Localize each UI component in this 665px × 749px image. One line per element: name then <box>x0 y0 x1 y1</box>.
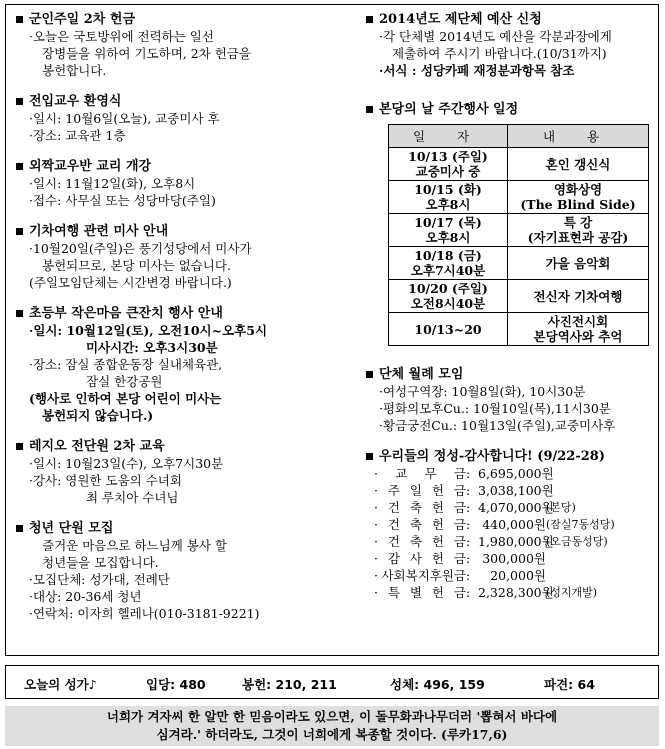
cell-line: (The Blind Side) <box>520 197 636 212</box>
section-heading: 전입교우 환영식 <box>16 93 346 110</box>
verse-line: 심겨라.' 하더라도, 그것이 너희에게 복종할 것이다. (루카17,6) <box>156 727 508 742</box>
text-line: 제출하여 주시기 바랍니다.(10/31까지) <box>392 46 607 61</box>
section-heading: 외짝교우반 교리 개강 <box>16 158 346 175</box>
notice-section <box>16 93 346 144</box>
colon: : <box>466 551 471 566</box>
donation-label: · 주 일 헌 금 <box>374 483 466 498</box>
hymn-communion: 성체: 496, 159 <box>390 677 485 692</box>
cell-line: 오전8시40분 <box>410 296 486 311</box>
donation-label: · 감 사 헌 금 <box>374 551 466 566</box>
donation-amount: 3,038,100원 <box>478 483 554 498</box>
cell-line: 가을 음악회 <box>545 255 611 271</box>
cell-line: 10/13 (주일) <box>408 149 488 164</box>
schedule-table <box>388 124 649 346</box>
text-line: 잠실 한강공원 <box>86 374 163 389</box>
cell-line: 10/20 (주일) <box>408 281 488 296</box>
schedule-date <box>389 247 508 280</box>
donation-amount: 2,328,300원 <box>478 585 554 600</box>
schedule-section <box>366 101 656 346</box>
section-heading: 단체 월례 모임 <box>366 366 656 383</box>
text-line: ·대상: 20-36세 청년 <box>29 589 142 604</box>
table-row <box>389 280 649 313</box>
schedule-date <box>389 214 508 247</box>
notice-section <box>16 520 346 622</box>
hymn-footer <box>5 665 659 699</box>
text-line: ·장소: 교육관 1층 <box>29 128 126 143</box>
donation-amount: 300,000원 <box>482 551 546 566</box>
donation-label: · 건 축 헌 금 <box>374 517 466 532</box>
text-line: 즐거운 마음으로 하느님께 봉사 할 <box>42 538 227 553</box>
donation-row <box>366 516 656 533</box>
text-line: ·오늘은 국토방위에 전력하는 일선 <box>29 29 214 44</box>
donation-row <box>366 499 656 516</box>
table-row <box>389 181 649 214</box>
cell-line: 교중미사 중 <box>415 164 481 179</box>
text-line: ·일시: 11월12일(화), 오후8시 <box>29 176 196 191</box>
text-line: 봉헌합니다. <box>42 63 107 78</box>
donation-amount: 4,070,000원 <box>478 500 554 515</box>
colon: : <box>466 466 471 481</box>
notice-section <box>16 158 346 209</box>
section-heading: 우리들의 정성-감사합니다! (9/22-28) <box>366 448 656 465</box>
donation-amount: 440,000원 <box>482 517 546 532</box>
text-line: ·모집단체: 성가대, 전례단 <box>29 572 170 587</box>
section-heading: 군인주일 2차 헌금 <box>16 11 346 28</box>
donation-label: · 특 별 헌 금 <box>374 585 466 600</box>
cell-line: 사진전시회 <box>547 314 609 329</box>
cell-line: 10/15 (화) <box>414 182 482 197</box>
donation-row <box>366 465 656 482</box>
section-heading: 레지오 전단원 2차 교육 <box>16 438 346 455</box>
text-line: ·접수: 사무실 또는 성당마당(주일) <box>29 193 216 208</box>
hymn-label: 오늘의 성가♪ <box>24 677 97 692</box>
donations-section <box>366 448 656 601</box>
schedule-header-content: 내 용 <box>508 125 649 148</box>
cell-line: 영화상영 <box>553 182 603 197</box>
notice-section <box>16 438 346 506</box>
donation-row <box>366 567 656 584</box>
table-row <box>389 313 649 346</box>
right-column <box>366 11 656 615</box>
cell-line: 오후8시 <box>425 197 471 212</box>
verse-line: 너희가 겨자씨 한 알만 한 믿음이라도 있으면, 이 돌무화과나무더러 '뽑혀서 바다에 <box>106 709 558 724</box>
donation-label: · 건 축 헌 금 <box>374 500 466 515</box>
donation-row <box>366 533 656 550</box>
table-row <box>389 247 649 280</box>
donation-amount: 6,695,000원 <box>478 466 554 481</box>
schedule-event <box>508 247 649 280</box>
cell-line: 오후7시40분 <box>410 263 486 278</box>
text-line: ·서식 : 성당카페 재정분과항목 참조 <box>379 63 575 78</box>
donation-note: (잠실7동성당) <box>546 518 615 531</box>
donation-label: · 건 축 헌 금 <box>374 534 466 549</box>
text-line: ·황금궁전Cu.: 10월13일(주일),교중미사후 <box>379 418 616 433</box>
section-heading: 청년 단원 모집 <box>16 520 346 537</box>
text-line: ·각 단체별 2014년도 예산을 각분과장에게 <box>379 29 612 44</box>
text-line: 봉헌되지 않습니다.) <box>42 408 154 423</box>
notice-section <box>16 11 346 79</box>
section-heading: 본당의 날 주간행사 일정 <box>366 101 656 118</box>
donation-label: · 사회복지후원금 <box>374 568 466 583</box>
section-heading: 기차여행 관련 미사 안내 <box>16 223 346 240</box>
colon: : <box>466 517 471 532</box>
schedule-event <box>508 148 649 181</box>
scripture-verse <box>5 706 659 746</box>
bulletin-main <box>5 4 659 656</box>
monthly-section <box>366 366 656 434</box>
cell-line: 특 강 <box>563 215 593 230</box>
donation-note: (오금동성당) <box>546 535 608 548</box>
donation-row <box>366 482 656 499</box>
notice-section <box>16 223 346 291</box>
text-line: 청년들을 모집합니다. <box>42 555 159 570</box>
colon: : <box>466 568 471 583</box>
budget-section <box>366 11 656 79</box>
schedule-date <box>389 181 508 214</box>
text-line: ·강사: 영원한 도움의 수녀회 <box>29 473 182 488</box>
text-line: 미사시간: 오후3시30분 <box>86 340 218 355</box>
notice-section <box>16 305 346 424</box>
hymn-entrance: 입당: 480 <box>146 677 206 692</box>
schedule-date <box>389 313 508 346</box>
schedule-header-date: 일 자 <box>389 125 508 148</box>
text-line: ·일시: 10월6일(오늘), 교중미사 후 <box>29 111 220 126</box>
text-line: (행사로 인하여 본당 어린이 미사는 <box>29 391 222 406</box>
text-line: 장병들을 위하여 기도하며, 2차 헌금을 <box>42 46 251 61</box>
colon: : <box>466 534 471 549</box>
text-line: (주일모임단체는 시간변경 바랍니다.) <box>29 275 232 290</box>
donation-row <box>366 584 656 601</box>
schedule-event <box>508 280 649 313</box>
donation-amount: 20,000원 <box>490 568 546 583</box>
cell-line: 10/17 (목) <box>414 215 482 230</box>
text-line: ·10월20일(주일)은 풍기성당에서 미사가 <box>29 241 252 256</box>
colon: : <box>466 585 471 600</box>
text-line: ·평화의모후Cu.: 10월10일(목),11시30분 <box>379 401 611 416</box>
cell-line: 본당역사와 추억 <box>533 329 623 344</box>
colon: : <box>466 483 471 498</box>
section-heading: 2014년도 제단체 예산 신청 <box>366 11 656 28</box>
hymn-offertory: 봉헌: 210, 211 <box>242 677 337 692</box>
donation-row <box>366 550 656 567</box>
donation-note: (본당) <box>546 501 576 514</box>
schedule-date <box>389 148 508 181</box>
left-column <box>16 11 346 636</box>
text-line: ·일시: 10월23일(수), 오후7시30분 <box>29 456 224 471</box>
schedule-date <box>389 280 508 313</box>
cell-line: 전신자 기차여행 <box>533 288 623 304</box>
text-line: ·일시: 10월12일(토), 오전10시~오후5시 <box>29 323 268 338</box>
text-line: 최 루치아 수녀님 <box>86 490 179 505</box>
cell-line: 오후8시 <box>425 230 471 245</box>
hymn-dismissal: 파견: 64 <box>544 677 595 692</box>
text-line: ·연락처: 이자희 헬레나(010-3181-9221) <box>29 606 260 621</box>
schedule-event <box>508 181 649 214</box>
text-line: 봉헌되므로, 본당 미사는 없습니다. <box>42 258 231 273</box>
cell-line: 10/18 (금) <box>414 248 482 263</box>
donation-note: (성지개발) <box>546 586 598 599</box>
table-row <box>389 214 649 247</box>
donation-amount: 1,980,000원 <box>478 534 554 549</box>
schedule-event <box>508 214 649 247</box>
text-line: ·장소: 잠실 종합운동장 실내체육관, <box>29 357 223 372</box>
schedule-event <box>508 313 649 346</box>
cell-line: (자기표현과 공감) <box>527 230 629 245</box>
section-heading: 초등부 작은마음 큰잔치 행사 안내 <box>16 305 346 322</box>
donation-label: · 교 무 금 <box>374 466 466 481</box>
cell-line: 10/13~20 <box>414 321 482 337</box>
table-row <box>389 148 649 181</box>
cell-line: 혼인 갱신식 <box>545 156 611 172</box>
colon: : <box>466 500 471 515</box>
text-line: ·여성구역장: 10월8일(화), 10시30분 <box>379 384 586 399</box>
